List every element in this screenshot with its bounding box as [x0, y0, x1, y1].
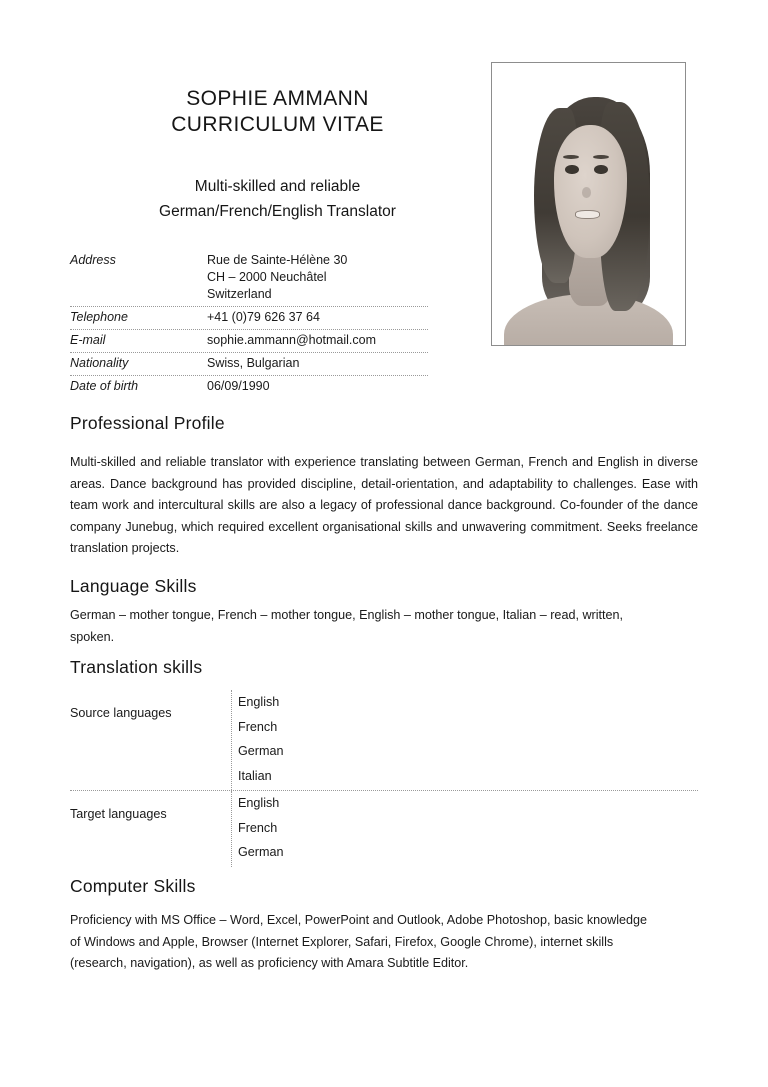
address-line-3: Switzerland: [207, 287, 272, 301]
document-title: CURRICULUM VITAE: [171, 113, 384, 136]
mouth-shape: [575, 210, 600, 219]
subtitle-line-1: Multi-skilled and reliable: [194, 178, 361, 195]
list-item: Italian: [238, 768, 272, 783]
section-heading-computer-skills: Computer Skills: [70, 876, 196, 896]
address-line-1: Rue de Sainte-Hélène 30: [207, 253, 348, 267]
table-row: [70, 791, 698, 867]
translation-values-target: [231, 791, 698, 867]
eye-left-shape: [565, 165, 579, 175]
address-line-2: CH – 2000 Neuchâtel: [207, 270, 327, 284]
portrait-image: [492, 63, 685, 345]
subtitle-line-2: German/French/English Translator: [159, 203, 396, 220]
computer-skills-text: Proficiency with MS Office – Word, Excel, PowerPoint and Outlook, Adobe Photoshop, basic knowledge of Windows and Apple, Browser (Internet Explorer, Safari, Firefox, Google Chrome), internet skills (research, navigation), as well as proficiency with Amara Subtitle Editor.: [70, 913, 648, 970]
contact-value-nationality: Swiss, Bulgarian: [207, 356, 300, 370]
contact-details-table: [70, 250, 428, 398]
list-item: English: [238, 695, 280, 709]
contact-value-telephone: +41 (0)79 626 37 64: [207, 310, 320, 324]
translation-label-target-languages: Target languages: [70, 807, 167, 821]
eye-right-shape: [594, 165, 608, 175]
professional-profile-text: Multi-skilled and reliable translator with experience translating between German, French and English in diverse areas. Dance background has provided discipline, detail-orientation, and adaptability to challenges. Ease with team work and intercultural skills are also a legacy of professional dance background. Co-founder of the dance company Junebug, which required excellent organisational skills and unwavering commitment. Seeks freelance translation projects.: [70, 455, 698, 555]
list-item: English: [238, 796, 280, 810]
table-row: [70, 250, 428, 307]
table-row: [70, 330, 428, 353]
contact-label-nationality: Nationality: [70, 356, 129, 370]
eyebrow-left-shape: [563, 155, 578, 159]
contact-value-date-of-birth: 06/09/1990: [207, 379, 270, 393]
cv-subtitle: [70, 174, 485, 224]
section-heading-language-skills: Language Skills: [70, 576, 197, 596]
contact-label-telephone: Telephone: [70, 310, 128, 324]
translation-skills-table: [70, 690, 698, 867]
language-skills-text: German – mother tongue, French – mother tongue, English – mother tongue, Italian – read, written, spoken.: [70, 608, 624, 644]
list-item: French: [238, 719, 278, 734]
portrait-photo: [491, 62, 686, 346]
contact-label-date-of-birth: Date of birth: [70, 379, 139, 393]
contact-value-email[interactable]: sophie.ammann@hotmail.com: [207, 333, 377, 347]
translation-values-source: [231, 690, 698, 790]
candidate-name: SOPHIE AMMANN: [186, 87, 369, 110]
table-row: [70, 690, 698, 791]
list-item: German: [238, 744, 284, 758]
table-row: [70, 376, 428, 398]
list-item: French: [238, 820, 278, 835]
contact-label-address: Address: [70, 253, 116, 267]
eyebrow-right-shape: [593, 155, 608, 159]
section-heading-translation-skills: Translation skills: [70, 657, 203, 677]
table-row: [70, 307, 428, 330]
list-item: German: [238, 845, 284, 859]
contact-label-email: E-mail: [70, 333, 106, 347]
table-row: [70, 353, 428, 376]
translation-label-source-languages: Source languages: [70, 706, 172, 720]
section-heading-professional-profile: Professional Profile: [70, 413, 225, 433]
contact-value-address: [207, 252, 428, 303]
cv-header: [70, 86, 485, 224]
